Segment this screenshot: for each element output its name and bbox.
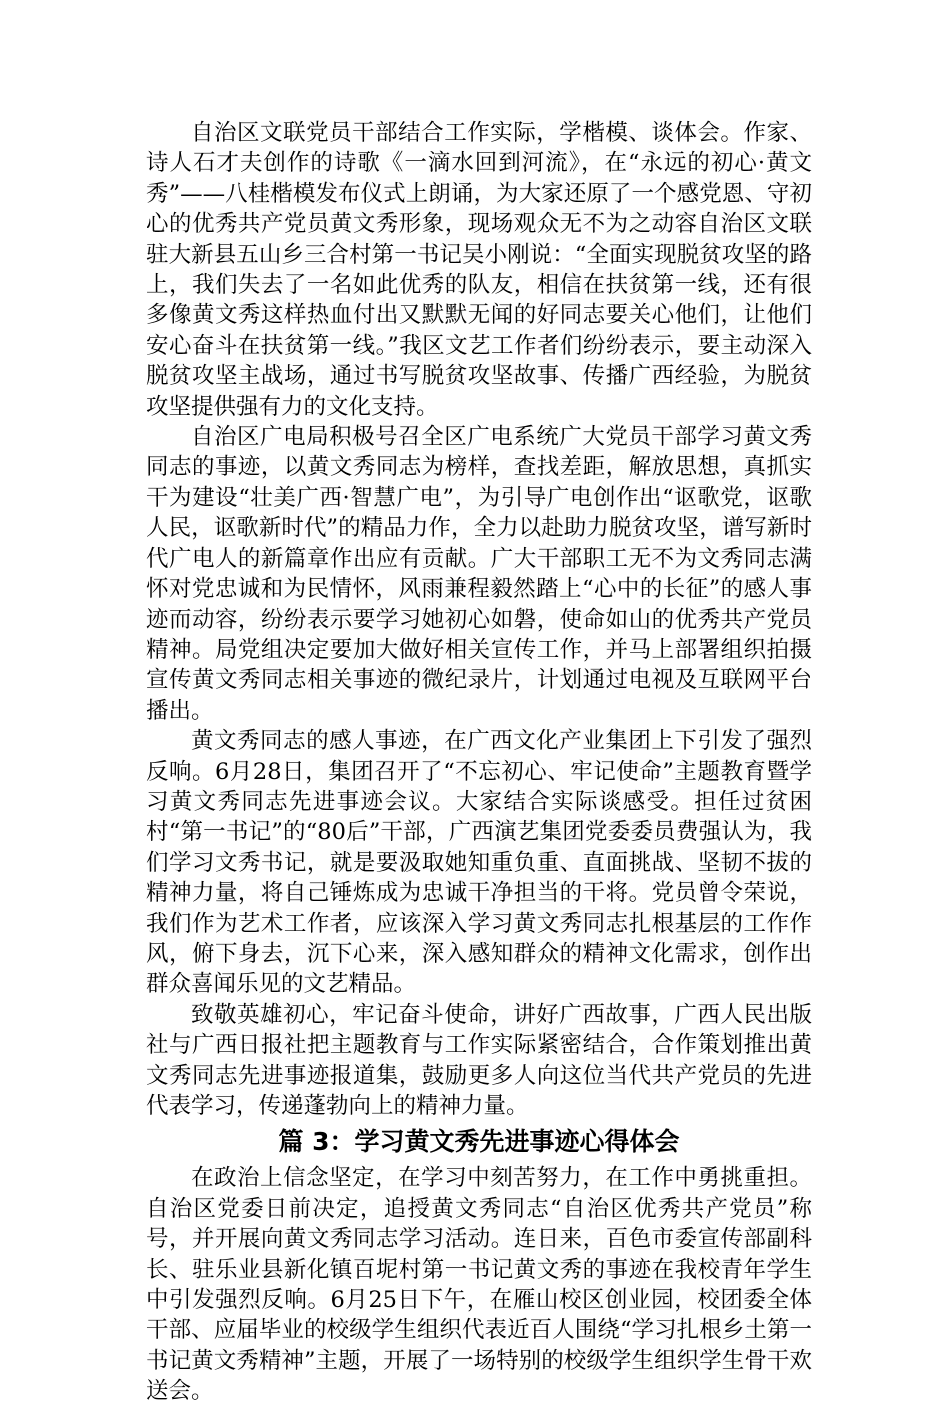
paragraph-wenlian: 自治区文联党员干部结合工作实际，学楷模、谈体会。作家、诗人石才夫创作的诗歌《一滴水回到河流》，在“永远的初心·黄文秀”——八桂楷模发布仪式上朗诵，为大家还原了一个感党恩、守初心的优秀共产党员黄文秀形象，现场观众无不为之动容自治区文联驻大新县五山乡三合村第一书记吴小刚说：“全面实现脱贫攻坚的路上，我们失去了一名如此优秀的队友，相信在扶贫第一线，还有很多像黄文秀这样热血付出又默默无闻的好同志要关心他们，让他们安心奋斗在扶贫第一线。”我区文艺工作者们纷纷表示，要主动深入脱贫攻坚主战场，通过书写脱贫攻坚故事、传播广西经验，为脱贫攻坚提供强有力的文化支持。 bbox=[146, 120, 812, 420]
paragraph-guangdian: 自治区广电局积极号召全区广电系统广大党员干部学习黄文秀同志的事迹，以黄文秀同志为榜样，查找差距，解放思想，真抓实干为建设“壮美广西·智慧广电”，为引导广电创作出“讴歌党，讴歌人民，讴歌新时代”的精品力作，全力以赴助力脱贫攻坚，谱写新时代广电人的新篇章作出应有贡献。广大干部职工无不为文秀同志满怀对党忠诚和为民情怀，风雨兼程毅然踏上“心中的长征”的感人事迹而动容，纷纷表示要学习她初心如磐，使命如山的优秀共产党员精神。局党组决定要加大做好相关宣传工作，并马上部署组织拍摄宣传黄文秀同志相关事迹的微纪录片，计划通过电视及互联网平台播出。 bbox=[146, 424, 812, 724]
paragraph-publishing: 致敬英雄初心，牢记奋斗使命，讲好广西故事，广西人民出版社与广西日报社把主题教育与工作实际紧密结合，合作策划推出黄文秀同志先进事迹报道集，鼓励更多人向这位当代共产党员的先进代表学习，传递蓬勃向上的精神力量。 bbox=[146, 1001, 812, 1119]
paragraph-culture-group: 黄文秀同志的感人事迹，在广西文化产业集团上下引发了强烈反响。6月28日，集团召开了“不忘初心、牢记使命”主题教育暨学习黄文秀同志先进事迹会议。大家结合实际谈感受。担任过贫困村“第一书记”的“80后”干部，广西演艺集团党委委员费强认为，我们学习文秀书记，就是要汲取她知重负重、直面挑战、坚韧不拔的精神力量，将自己锤炼成为忠诚干净担当的干将。党员曾令荣说，我们作为艺术工作者，应该深入学习黄文秀同志扎根基层的工作作风，俯下身去，沉下心来，深入感知群众的精神文化需求，创作出群众喜闻乐见的文艺精品。 bbox=[146, 728, 812, 998]
paragraph-section3-intro: 在政治上信念坚定，在学习中刻苦努力，在工作中勇挑重担。自治区党委日前决定，追授黄文秀同志“自治区优秀共产党员”称号，并开展向黄文秀同志学习活动。连日来，百色市委宣传部副科长、驻乐业县新化镇百坭村第一书记黄文秀的事迹在我校青年学生中引发强烈反响。6月25日下午，在雁山校区创业园，校团委全体干部、应届毕业的校级学生组织代表近百人围绕“学习扎根乡土第一书记黄文秀精神”主题，开展了一场特别的校级学生组织学生骨干欢送会。 bbox=[146, 1165, 812, 1405]
section-heading: 篇 3：学习黄文秀先进事迹心得体会 bbox=[278, 1127, 680, 1157]
document-page bbox=[146, 118, 812, 1407]
